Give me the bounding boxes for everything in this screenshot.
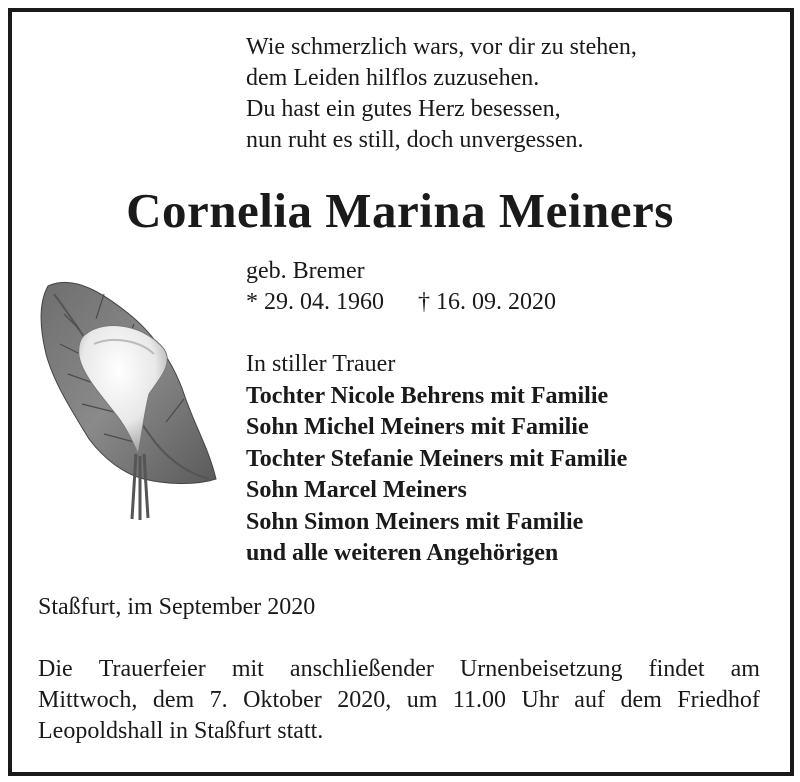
ceremony-word: Oktober (243, 687, 322, 713)
ceremony-word: Die (38, 656, 73, 682)
ceremony-word: 11.00 (452, 687, 506, 713)
ceremony-word: am (730, 656, 760, 682)
ceremony-line (38, 685, 760, 716)
poem-line: Du hast ein gutes Herz besessen, (246, 96, 561, 122)
ceremony-notice (38, 654, 760, 747)
mourner-line: Tochter Nicole Behrens mit Familie (246, 382, 609, 409)
birth-date: * 29. 04. 1960 (246, 289, 384, 315)
poem-line: dem Leiden hilflos zuzusehen. (246, 65, 540, 91)
ceremony-word: 2020, (337, 687, 392, 713)
ceremony-word: Trauerfeier (98, 656, 206, 682)
poem-line: Wie schmerzlich wars, vor dir zu stehen, (246, 34, 637, 60)
mourner-line: Tochter Stefanie Meiners mit Familie (246, 445, 628, 472)
calla-lily-icon (34, 274, 224, 524)
poem (246, 32, 766, 156)
ceremony-word: dem (152, 687, 195, 713)
mourning-heading: In stiller Trauer (246, 351, 396, 377)
deceased-name: Cornelia Marina Meiners (126, 183, 674, 238)
ceremony-word: Mittwoch, (38, 687, 138, 713)
birth-info (246, 256, 556, 318)
mourner-line: Sohn Michel Meiners mit Familie (246, 414, 589, 440)
place-date: Staßfurt, im September 2020 (38, 594, 316, 620)
birth-name: geb. Bremer (246, 258, 365, 284)
poem-line: nun ruht es still, doch unvergessen. (246, 127, 584, 153)
ceremony-word: um (406, 687, 438, 713)
ceremony-line: Leopoldshall in Staßfurt statt. (38, 718, 324, 744)
death-date: † 16. 09. 2020 (418, 289, 556, 315)
ceremony-word: auf (574, 687, 605, 713)
ceremony-line (38, 654, 760, 685)
ceremony-word: anschließender (289, 656, 434, 682)
ceremony-word: 7. (209, 687, 228, 713)
life-dates (246, 287, 556, 318)
mourner-line: Sohn Marcel Meiners (246, 477, 467, 503)
ceremony-word: Urnenbeisetzung (459, 656, 623, 682)
ceremony-word: Friedhof (677, 687, 760, 713)
ceremony-word: Uhr (521, 687, 559, 713)
mourner-line: Sohn Simon Meiners mit Familie (246, 508, 584, 535)
mourners-block (246, 349, 627, 570)
ceremony-word: dem (620, 687, 662, 713)
mourner-line: und alle weiteren Angehörigen (246, 540, 559, 566)
ceremony-word: findet (648, 656, 705, 682)
ceremony-word: mit (231, 656, 264, 682)
